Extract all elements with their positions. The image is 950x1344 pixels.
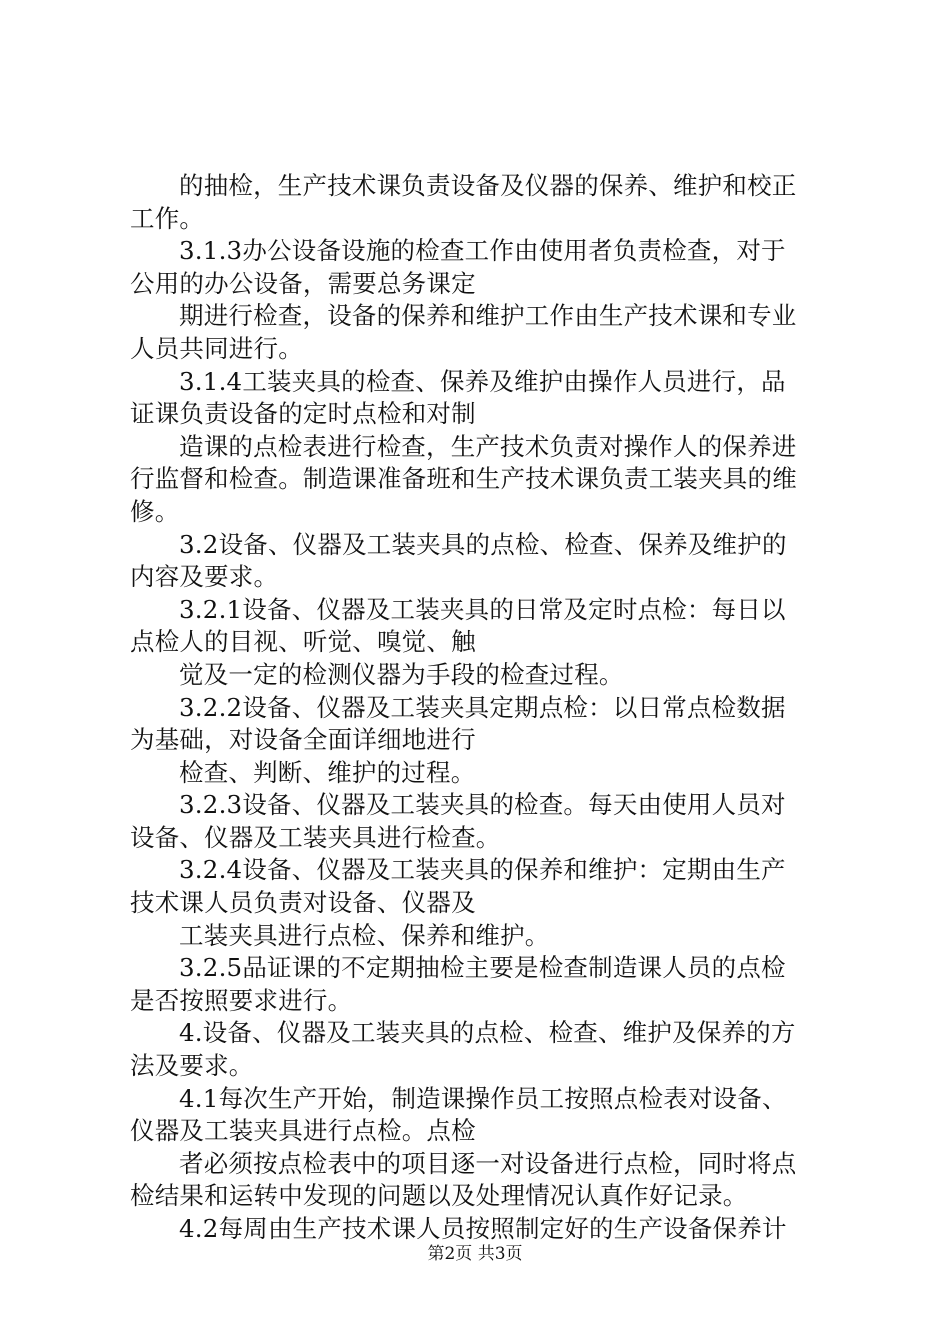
text-line: 法及要求。	[130, 1051, 254, 1081]
text-line: 公用的办公设备，需要总务课定	[130, 268, 476, 298]
text-line: 内容及要求。	[130, 562, 279, 592]
text-line: 3.1.3办公设备设施的检查工作由使用者负责检查，对于	[179, 236, 786, 266]
text-line: 3.2.5品证课的不定期抽检主要是检查制造课人员的点检	[179, 953, 786, 983]
text-line: 3.2.2设备、仪器及工装夹具定期点检：以日常点检数据	[179, 692, 786, 722]
text-line: 技术课人员负责对设备、仪器及	[130, 888, 476, 918]
text-line: 3.2设备、仪器及工装夹具的点检、检查、保养及维护的	[179, 529, 787, 559]
text-line: 者必须按点检表中的项目逐一对设备进行点检，同时将点	[179, 1148, 797, 1178]
text-line: 3.1.4工装夹具的检查、保养及维护由操作人员进行，品	[179, 366, 786, 396]
text-line: 修。	[130, 496, 180, 526]
text-line: 造课的点检表进行检查，生产技术负责对操作人的保养进	[179, 431, 797, 461]
text-line: 行监督和检查。制造课准备班和生产技术课负责工装夹具的维	[130, 464, 797, 494]
page-footer: 第2页 共3页	[427, 1244, 523, 1264]
text-line: 仪器及工装夹具进行点检。点检	[130, 1116, 476, 1146]
text-line: 设备、仪器及工装夹具进行检查。	[130, 822, 501, 852]
text-line: 3.2.1设备、仪器及工装夹具的日常及定时点检：每日以	[179, 594, 786, 624]
text-line: 4.设备、仪器及工装夹具的点检、检查、维护及保养的方	[179, 1018, 796, 1048]
text-line: 4.1每次生产开始，制造课操作员工按照点检表对设备、	[179, 1083, 787, 1113]
text-line: 工装夹具进行点检、保养和维护。	[179, 920, 550, 950]
text-line: 证课负责设备的定时点检和对制	[130, 399, 476, 429]
text-line: 人员共同进行。	[130, 333, 303, 363]
text-line: 检查、判断、维护的过程。	[179, 757, 476, 787]
text-line: 检结果和运转中发现的问题以及处理情况认真作好记录。	[130, 1181, 748, 1211]
text-line: 是否按照要求进行。	[130, 985, 353, 1015]
text-line: 为基础，对设备全面详细地进行	[130, 725, 476, 755]
text-line: 4.2每周由生产技术课人员按照制定好的生产设备保养计	[179, 1214, 787, 1243]
text-line: 觉及一定的检测仪器为手段的检查过程。	[179, 659, 624, 689]
body-text	[130, 170, 832, 1246]
text-line: 工作。	[130, 203, 205, 233]
text-line: 3.2.3设备、仪器及工装夹具的检查。每天由使用人员对	[179, 790, 786, 820]
text-line: 的抽检，生产技术课负责设备及仪器的保养、维护和校正	[179, 171, 797, 200]
text-line: 期进行检查，设备的保养和维护工作由生产技术课和专业	[179, 301, 797, 331]
text-line: 点检人的目视、听觉、嗅觉、触	[130, 627, 476, 657]
text-line: 3.2.4设备、仪器及工装夹具的保养和维护：定期由生产	[179, 855, 786, 885]
